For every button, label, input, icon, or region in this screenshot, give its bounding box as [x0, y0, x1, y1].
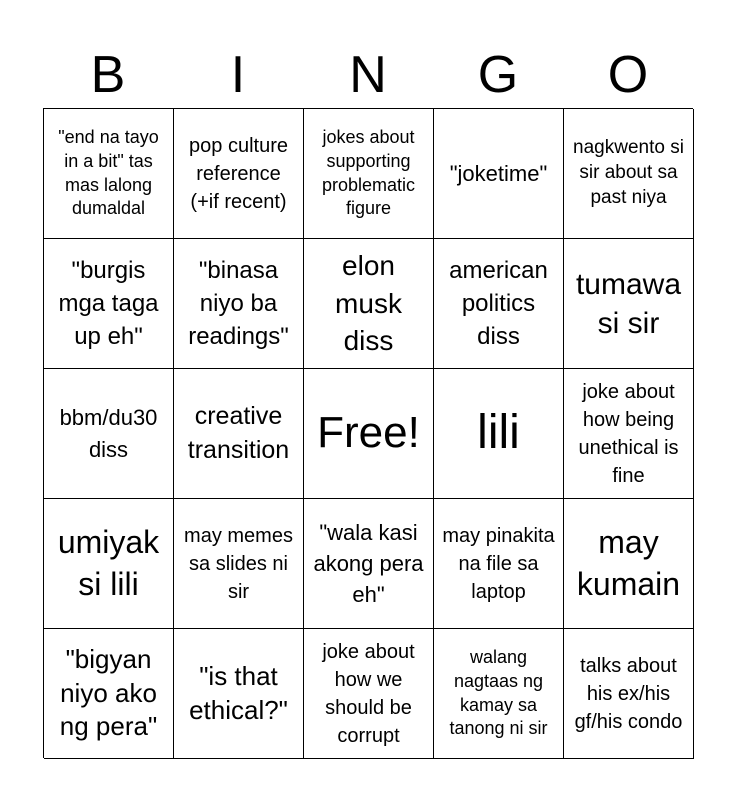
cell-text: american politics diss: [449, 256, 548, 351]
cell-text: umiyak si lili: [57, 523, 160, 602]
bingo-cell-r4-c1[interactable]: [44, 499, 174, 629]
cell-text: lili: [477, 406, 520, 460]
header-letter-o: O: [607, 46, 649, 104]
bingo-cell-r1-c3[interactable]: [304, 109, 434, 239]
cell-text: "bigyan niyo ako ng pera": [59, 643, 158, 742]
cell-text: may kumain: [576, 523, 681, 602]
cell-text: "is that ethical?": [189, 660, 288, 725]
header-letter-g: G: [477, 46, 519, 104]
bingo-cell-r5-c4[interactable]: [434, 629, 564, 759]
bingo-cell-r3-c5[interactable]: [564, 369, 694, 499]
cell-text: "wala kasi akong pera eh": [313, 519, 424, 608]
cell-text: bbm/du30 diss: [59, 405, 158, 462]
bingo-cell-r3-c1[interactable]: [44, 369, 174, 499]
cell-text: nagkwento si sir about sa past niya: [573, 137, 684, 208]
cell-text: talks about his ex/his gf/his condo: [574, 654, 683, 733]
bingo-cell-r1-c4[interactable]: [434, 109, 564, 239]
free-space-text: Free!: [317, 408, 420, 458]
bingo-cell-r4-c5[interactable]: [564, 499, 694, 629]
bingo-cell-r1-c1[interactable]: [44, 109, 174, 239]
bingo-board: [43, 108, 693, 758]
bingo-cell-r2-c4[interactable]: [434, 239, 564, 369]
bingo-cell-r5-c3[interactable]: [304, 629, 434, 759]
cell-text: tumawa si sir: [575, 267, 682, 340]
bingo-cell-r2-c2[interactable]: [174, 239, 304, 369]
cell-text: "joketime": [449, 160, 548, 186]
bingo-cell-r4-c2[interactable]: [174, 499, 304, 629]
bingo-cell-r1-c2[interactable]: [174, 109, 304, 239]
bingo-cell-r4-c4[interactable]: [434, 499, 564, 629]
cell-text: may memes sa slides ni sir: [184, 524, 293, 603]
header-letter-n: N: [349, 46, 387, 104]
header-letter-i: I: [230, 46, 246, 104]
bingo-cell-r5-c5[interactable]: [564, 629, 694, 759]
cell-text: elon musk diss: [335, 249, 402, 357]
bingo-cell-r5-c1[interactable]: [44, 629, 174, 759]
bingo-cell-r3-c2[interactable]: [174, 369, 304, 499]
bingo-cell-r3-c4[interactable]: [434, 369, 564, 499]
cell-text: "binasa niyo ba readings": [188, 256, 289, 351]
cell-text: "burgis mga taga up eh": [58, 256, 159, 351]
bingo-cell-r5-c2[interactable]: [174, 629, 304, 759]
bingo-cell-r3-c3-free[interactable]: [304, 369, 434, 499]
cell-text: "end na tayo in a bit" tas mas lalong dumaldal: [58, 127, 159, 219]
cell-text: joke about how being unethical is fine: [578, 380, 679, 487]
bingo-cell-r2-c1[interactable]: [44, 239, 174, 369]
cell-text: creative transition: [187, 401, 290, 464]
cell-text: walang nagtaas ng kamay sa tanong ni sir: [449, 647, 548, 739]
cell-text: jokes about supporting problematic figure: [321, 127, 416, 219]
bingo-cell-r4-c3[interactable]: [304, 499, 434, 629]
bingo-cell-r2-c5[interactable]: [564, 239, 694, 369]
cell-text: joke about how we should be corrupt: [322, 640, 415, 747]
cell-text: pop culture reference (+if recent): [189, 134, 288, 213]
bingo-header: [43, 42, 693, 108]
header-letter-b: B: [90, 46, 126, 104]
bingo-cell-r1-c5[interactable]: [564, 109, 694, 239]
cell-text: may pinakita na file sa laptop: [442, 524, 555, 603]
bingo-cell-r2-c3[interactable]: [304, 239, 434, 369]
